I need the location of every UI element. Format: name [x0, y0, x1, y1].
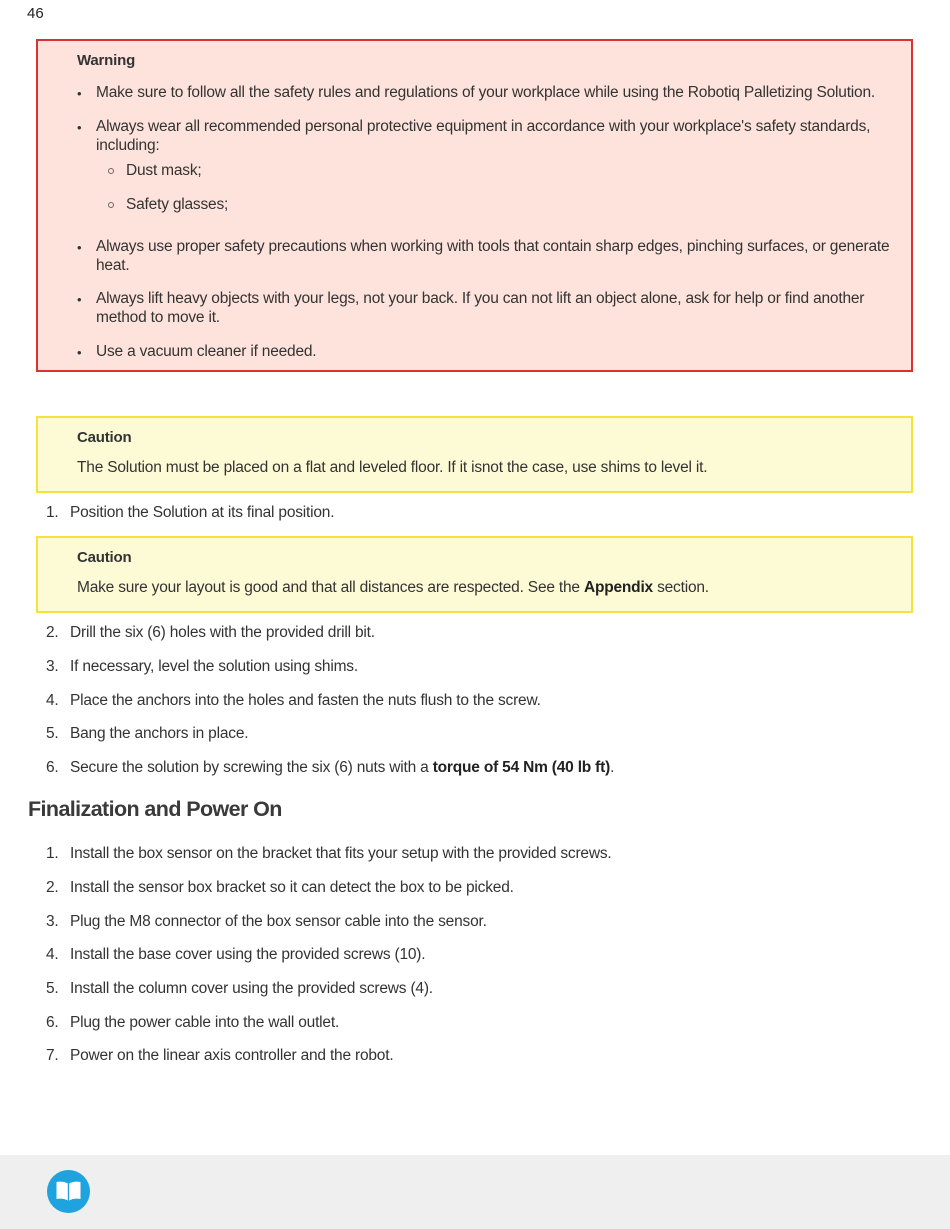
step-text: Install the box sensor on the bracket that fits your setup with the provided screws.	[70, 845, 612, 862]
warning-sub-item: Dust mask;	[126, 162, 202, 179]
step-text: Install the base cover using the provided screws (10).	[70, 946, 426, 963]
caution-title: Caution	[77, 429, 132, 446]
caution-text: The Solution must be placed on a flat and leveled floor. If it isnot the case, use shims to level it.	[77, 459, 708, 476]
book-icon[interactable]	[47, 1170, 90, 1213]
install-step: 6. Secure the solution by screwing the six (6) nuts with a torque of 54 Nm (40 lb ft).	[46, 759, 615, 776]
caution-box	[36, 536, 913, 613]
finalization-step	[46, 980, 433, 998]
torque-spec: torque of 54 Nm (40 lb ft)	[432, 759, 611, 776]
step-text: If necessary, level the solution using shims.	[70, 658, 358, 675]
step-number: 1.	[46, 504, 59, 521]
step-number: 2.	[46, 879, 59, 896]
step-number: 6.	[46, 1014, 59, 1031]
finalization-step	[46, 1014, 339, 1032]
step-number: 1.	[46, 845, 59, 862]
caution-box	[36, 416, 913, 493]
warning-item: • Make sure to follow all the safety rules and regulations of your workplace while using the Robotiq Palletizing Solution.	[96, 83, 916, 102]
step-text: Bang the anchors in place.	[70, 725, 249, 742]
install-step	[46, 624, 375, 642]
step-text: Plug the M8 connector of the box sensor cable into the sensor.	[70, 913, 487, 930]
warning-item: • Always use proper safety precautions when working with tools that contain sharp edges, pinching surfaces, or generate heat.	[96, 237, 916, 275]
footer	[0, 1155, 950, 1229]
step-number: 7.	[46, 1047, 59, 1064]
caution-text: Make sure your layout is good and that all distances are respected. See the Appendix section.	[77, 579, 709, 596]
install-step	[46, 658, 358, 676]
step-text: Drill the six (6) holes with the provided drill bit.	[70, 624, 375, 641]
finalization-step	[46, 1047, 393, 1065]
step-number: 5.	[46, 725, 59, 742]
finalization-step	[46, 913, 487, 931]
step-text: Install the column cover using the provided screws (4).	[70, 980, 433, 997]
page-number: 46	[27, 5, 44, 22]
step-number: 3.	[46, 913, 59, 930]
step-text: Place the anchors into the holes and fasten the nuts flush to the screw.	[70, 692, 541, 709]
step-number: 5.	[46, 980, 59, 997]
appendix-reference: Appendix	[583, 579, 653, 596]
warning-item: • Always lift heavy objects with your legs, not your back. If you can not lift an object alone, ask for help or find another method to move it.	[96, 289, 916, 327]
warning-box	[36, 39, 913, 372]
warning-item: • Use a vacuum cleaner if needed.	[96, 342, 916, 361]
step-text: Position the Solution at its final position.	[70, 504, 335, 521]
step-number: 4.	[46, 692, 59, 709]
install-step	[46, 504, 334, 522]
warning-title: Warning	[77, 52, 136, 69]
step-number: 4.	[46, 946, 59, 963]
finalization-step	[46, 946, 425, 964]
step-number: 3.	[46, 658, 59, 675]
warning-item: • Always wear all recommended personal protective equipment in accordance with your workplace's safety standards, including:	[96, 117, 916, 155]
step-text: Plug the power cable into the wall outlet.	[70, 1014, 340, 1031]
warning-sub-item: Safety glasses;	[126, 196, 229, 213]
step-number: 6.	[46, 759, 59, 776]
section-heading: Finalization and Power On	[28, 797, 282, 821]
step-text: Power on the linear axis controller and the robot.	[70, 1047, 394, 1064]
step-number: 2.	[46, 624, 59, 641]
finalization-step	[46, 845, 612, 863]
caution-title: Caution	[77, 549, 132, 566]
install-step	[46, 692, 541, 710]
install-step	[46, 725, 248, 743]
step-text: Install the sensor box bracket so it can detect the box to be picked.	[70, 879, 514, 896]
finalization-step	[46, 879, 514, 897]
